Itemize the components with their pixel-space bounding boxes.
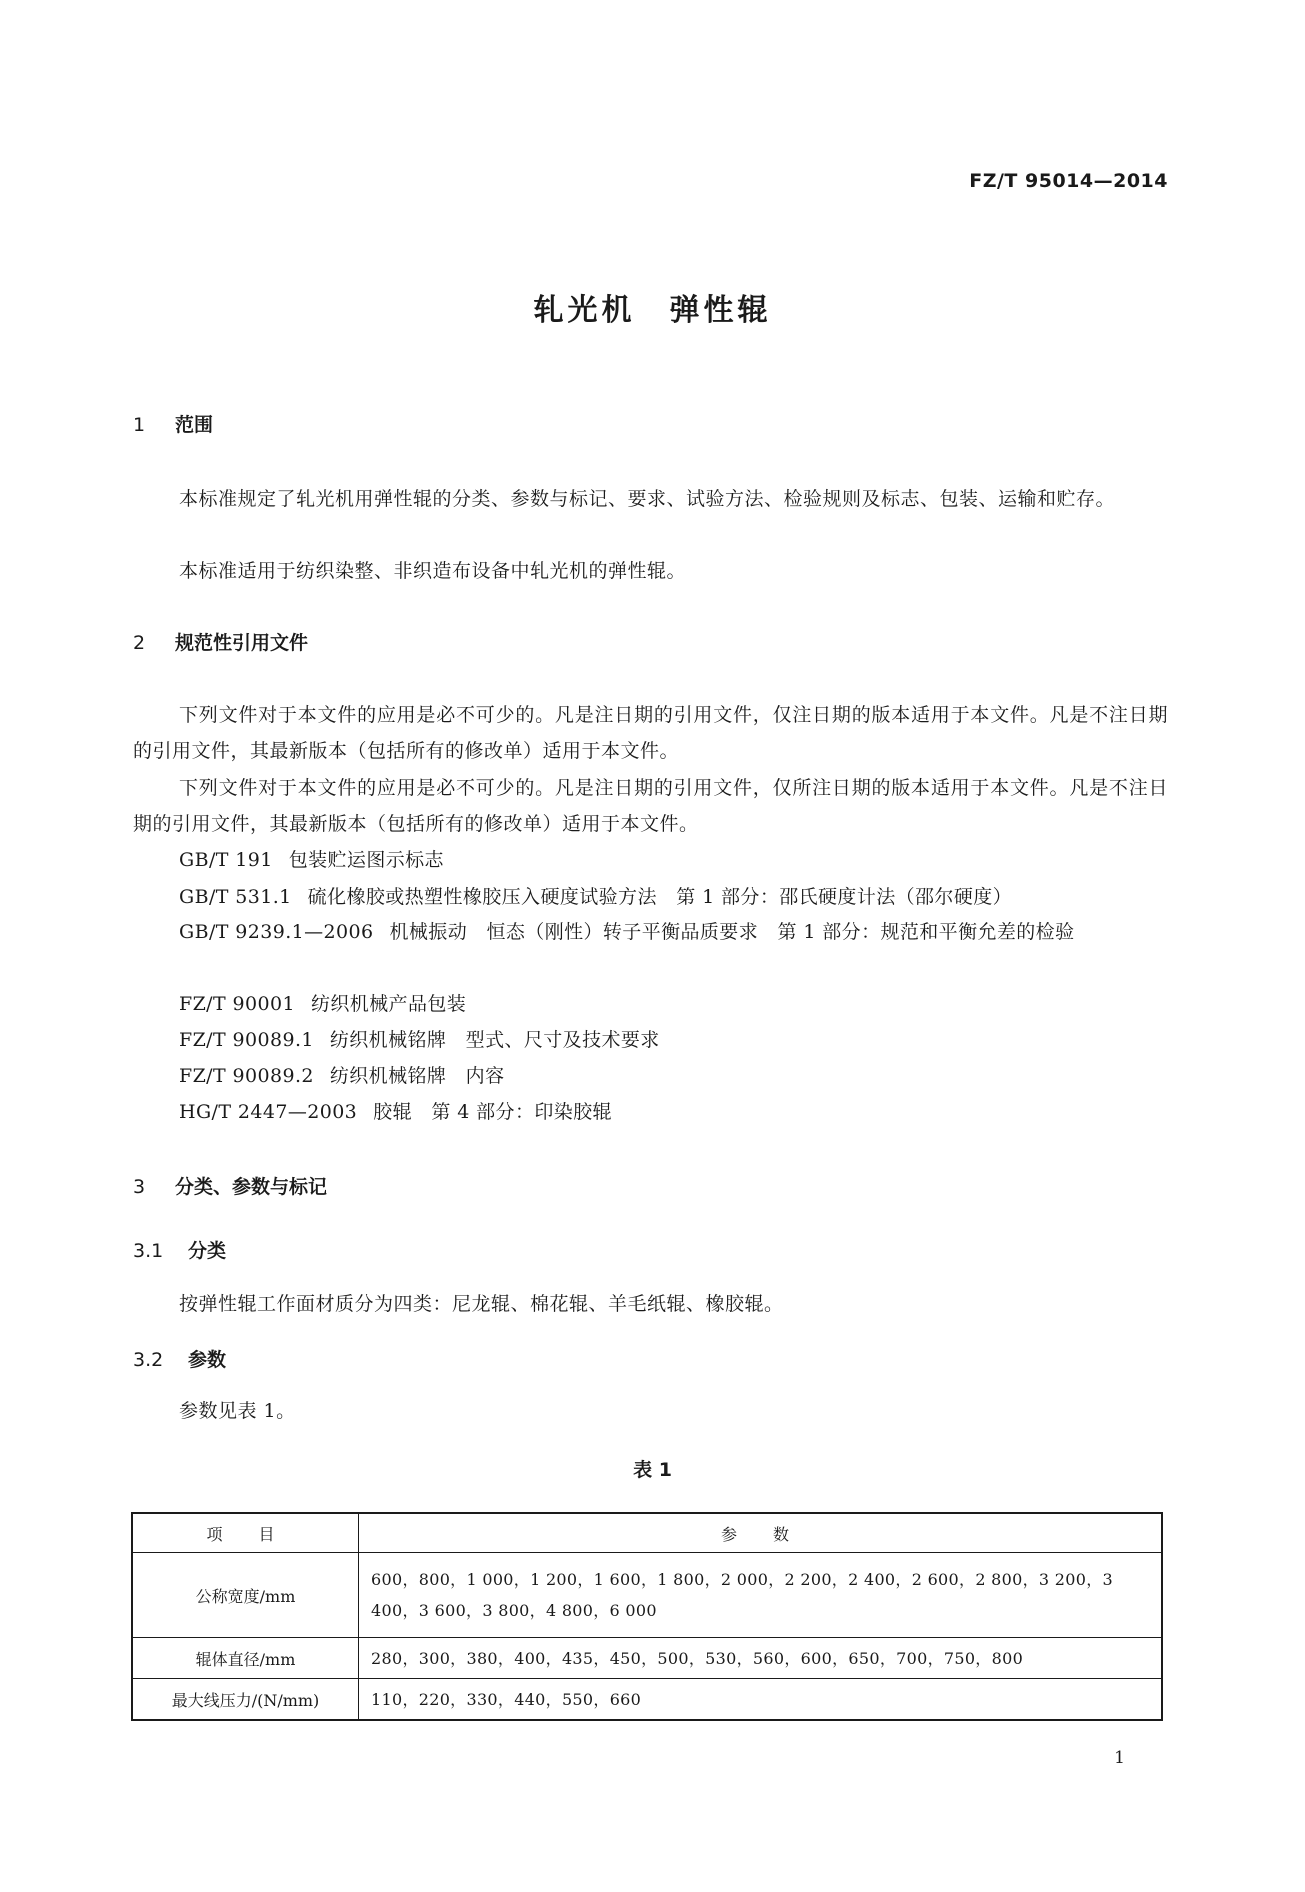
reference-title: 包装贮运图示标志 (288, 849, 444, 871)
section-title: 参数 (188, 1349, 227, 1371)
parameters-table (131, 1512, 1163, 1721)
section-title: 规范性引用文件 (175, 632, 309, 654)
table-header-row (132, 1513, 1162, 1553)
section-3-1-text: 按弹性辊工作面材质分为四类：尼龙辊、棉花辊、羊毛纸辊、橡胶辊。 (179, 1293, 784, 1315)
row-item-label: 最大线压力/(N/mm) (132, 1679, 359, 1721)
section-3-heading (133, 1172, 327, 1199)
reference-title: 胶辊 第 4 部分：印染胶辊 (373, 1101, 612, 1123)
row-item-label: 公称宽度/mm (132, 1553, 359, 1638)
section-1-paragraph-1: 本标准规定了轧光机用弹性辊的分类、参数与标记、要求、试验方法、检验规则及标志、包装、运输和贮存。 (179, 488, 1116, 510)
table-caption: 表 1 (633, 1459, 672, 1481)
reference-item (179, 1094, 1169, 1130)
reference-title: 纺织机械产品包装 (310, 993, 467, 1015)
section-3-2-heading (133, 1345, 226, 1372)
reference-title: 纺织机械铭牌 内容 (329, 1065, 505, 1087)
reference-code: FZ/T 90089.2 (179, 1065, 314, 1087)
standard-number: FZ/T 95014—2014 (969, 170, 1168, 192)
reference-item (179, 842, 1169, 878)
section-number: 3 (133, 1176, 146, 1198)
reference-item (179, 986, 1169, 1022)
table-row (132, 1679, 1162, 1721)
reference-item (179, 879, 1169, 915)
page-number: 1 (1114, 1748, 1125, 1768)
section-title: 分类 (188, 1240, 227, 1262)
section-2-paragraph-2: 下列文件对于本文件的应用是必不可少的。凡是注日期的引用文件，仅所注日期的版本适用于本文件。凡是不注日期的引用文件，其最新版本（包括所有的修改单）适用于本文件。 (133, 777, 1168, 835)
reference-code: FZ/T 90001 (179, 993, 295, 1015)
section-number: 3.2 (133, 1349, 164, 1371)
document-title: 轧光机 弹性辊 (533, 293, 772, 328)
reference-item (179, 1022, 1169, 1058)
section-number: 3.1 (133, 1240, 164, 1262)
row-value: 110，220，330，440，550，660 (359, 1679, 1163, 1721)
row-value: 600，800，1 000，1 200，1 600，1 800，2 000，2 200，2 400，2 600，2 800，3 200，3 400，3 600，3 800，4 800，6 000 (359, 1553, 1163, 1638)
reference-code: GB/T 191 (179, 849, 273, 871)
section-3-2-text: 参数见表 1。 (179, 1400, 296, 1422)
reference-code: GB/T 9239.1—2006 (179, 921, 374, 943)
table-row (132, 1638, 1162, 1679)
section-1-paragraph-2: 本标准适用于纺织染整、非织造布设备中轧光机的弹性辊。 (179, 560, 687, 582)
row-item-label: 辊体直径/mm (132, 1638, 359, 1679)
section-3-1-heading (133, 1236, 226, 1263)
section-number: 1 (133, 414, 146, 436)
table-row (132, 1553, 1162, 1638)
section-2-paragraph-1: 下列文件对于本文件的应用是必不可少的。凡是注日期的引用文件，仅注日期的版本适用于本文件。凡是不注日期的引用文件，其最新版本（包括所有的修改单）适用于本文件。 (133, 704, 1168, 762)
reference-code: GB/T 531.1 (179, 886, 292, 908)
reference-item (179, 1058, 1169, 1094)
column-header-item: 项 目 (132, 1513, 359, 1553)
reference-code: FZ/T 90089.1 (179, 1029, 314, 1051)
reference-title: 硫化橡胶或热塑性橡胶压入硬度试验方法 第 1 部分：邵氏硬度计法（邵尔硬度） (307, 886, 1013, 908)
row-value: 280，300，380，400，435，450，500，530，560，600，650，700，750，800 (359, 1638, 1163, 1679)
section-title: 范围 (175, 414, 214, 436)
column-header-params: 参 数 (359, 1513, 1163, 1553)
section-2-heading (133, 628, 308, 655)
reference-code: HG/T 2447—2003 (179, 1101, 358, 1123)
reference-title: 机械振动 恒态（刚性）转子平衡品质要求 第 1 部分：规范和平衡允差的检验 (389, 921, 1075, 943)
section-title: 分类、参数与标记 (175, 1176, 328, 1198)
reference-item (133, 914, 1168, 950)
section-1-heading (133, 410, 213, 437)
section-number: 2 (133, 632, 146, 654)
reference-title: 纺织机械铭牌 型式、尺寸及技术要求 (329, 1029, 660, 1051)
